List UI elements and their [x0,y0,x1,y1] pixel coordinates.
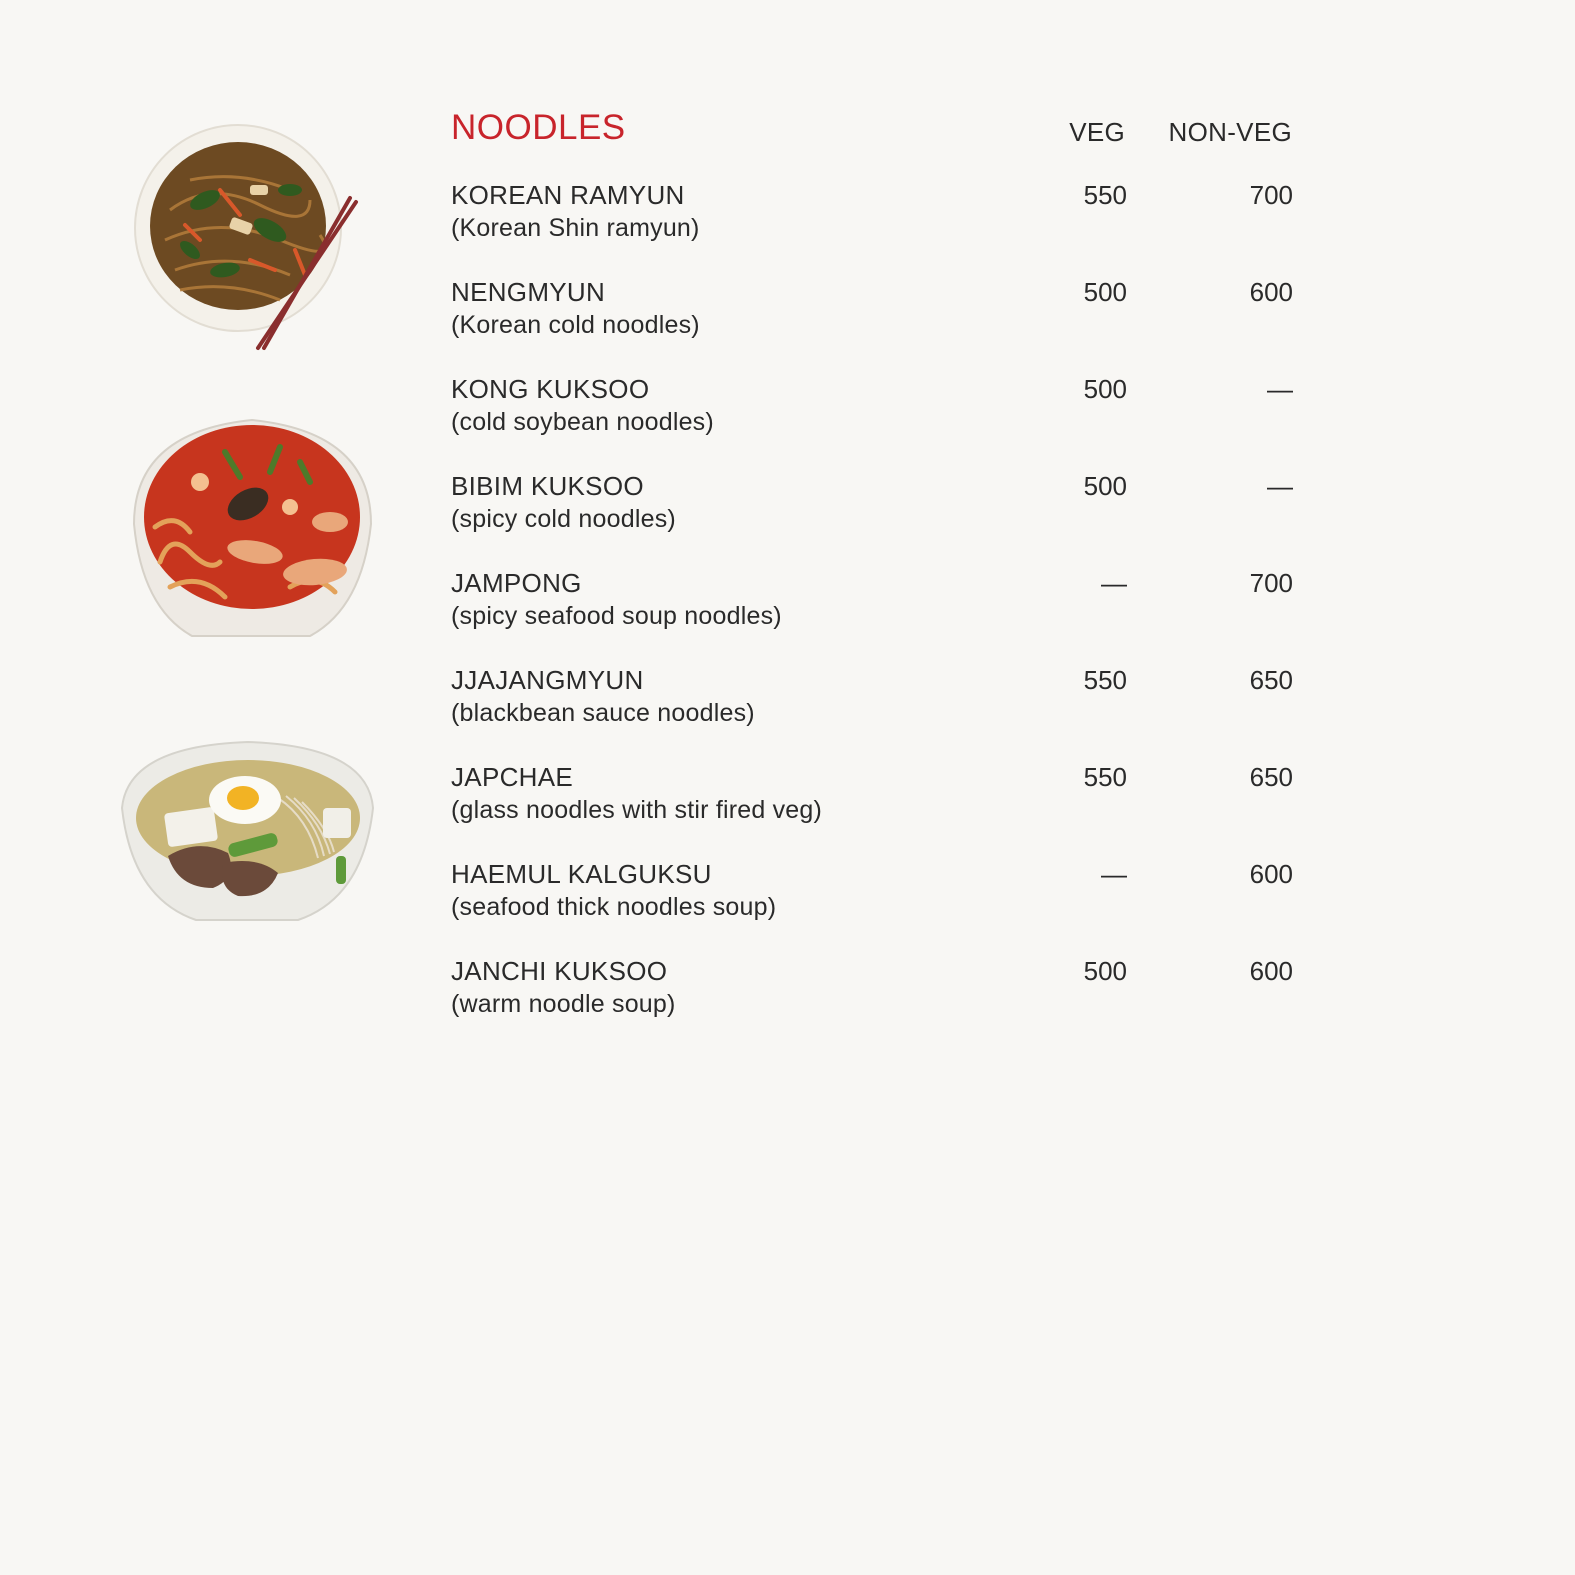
item-name: JANCHI KUKSOO [451,956,668,986]
menu-item [451,471,1293,568]
menu-item [451,665,1293,762]
menu-item [451,374,1293,471]
menu-item [451,277,1293,374]
item-name: HAEMUL KALGUKSU [451,859,712,889]
veg-price: 550 [1083,180,1127,210]
item-name: BIBIM KUKSOO [451,471,644,501]
menu-item [451,180,1293,277]
item-description: (seafood thick noodles soup) [451,893,777,921]
nonveg-price: 600 [1249,859,1293,889]
item-description: (Korean cold noodles) [451,311,700,339]
item-name: JAMPONG [451,568,582,598]
cold-noodle-soup-photo [118,738,378,922]
item-description: (warm noodle soup) [451,990,676,1018]
item-name: KOREAN RAMYUN [451,180,685,210]
menu-item [451,568,1293,665]
veg-price: 500 [1083,471,1127,501]
nonveg-price: 650 [1249,665,1293,695]
veg-price: 500 [1083,956,1127,986]
item-description: (blackbean sauce noodles) [451,699,755,727]
item-description: (Korean Shin ramyun) [451,214,700,242]
veg-price: 500 [1083,277,1127,307]
nonveg-column-header: NON-VEG [1168,117,1292,147]
item-name: KONG KUKSOO [451,374,650,404]
nonveg-price: — [1267,374,1293,404]
veg-price: — [1101,568,1127,598]
veg-price: 550 [1083,762,1127,792]
menu-item [451,956,1293,1053]
item-description: (spicy seafood soup noodles) [451,602,782,630]
veg-column-header: VEG [1069,117,1125,147]
item-name: JAPCHAE [451,762,574,792]
noodle-plate-photo [130,120,360,352]
veg-price: 550 [1083,665,1127,695]
nonveg-price: 600 [1249,277,1293,307]
nonveg-price: 700 [1249,180,1293,210]
veg-price: 500 [1083,374,1127,404]
nonveg-price: 650 [1249,762,1293,792]
nonveg-price: 700 [1249,568,1293,598]
item-name: JJAJANGMYUN [451,665,644,695]
menu-list [451,180,1293,1053]
menu-item [451,762,1293,859]
section-title: NOODLES [451,108,626,147]
spicy-noodle-bowl-photo [130,412,375,638]
nonveg-price: 600 [1249,956,1293,986]
item-description: (spicy cold noodles) [451,505,676,533]
nonveg-price: — [1267,471,1293,501]
item-description: (glass noodles with stir fired veg) [451,796,823,824]
item-name: NENGMYUN [451,277,606,307]
item-description: (cold soybean noodles) [451,408,714,436]
veg-price: — [1101,859,1127,889]
menu-item [451,859,1293,956]
